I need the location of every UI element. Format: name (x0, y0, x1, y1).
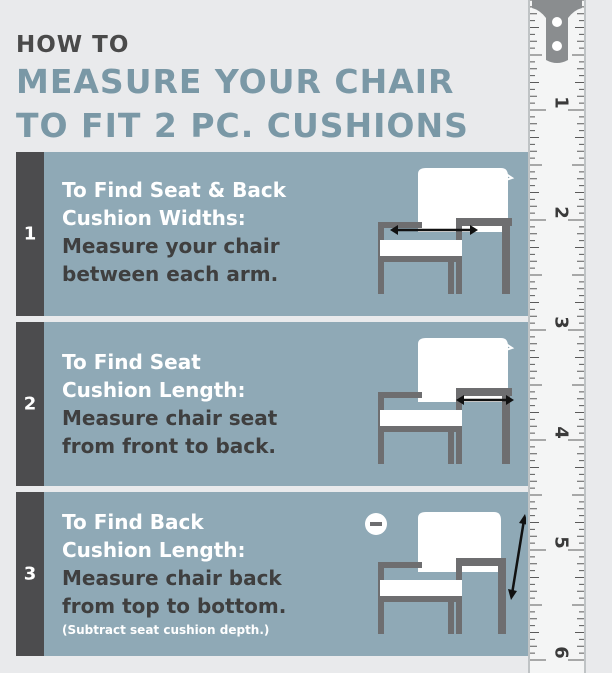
step-text (62, 176, 362, 288)
step-heading-line-1: To Find Back (62, 510, 204, 534)
measuring-tape (528, 0, 586, 673)
ruler-number: 2 (550, 206, 572, 219)
step-number: 1 (23, 223, 37, 245)
title-how-to: HOW TO (16, 32, 130, 58)
ruler-number: 1 (550, 96, 572, 109)
step-body-line-1: Measure your chair (62, 234, 280, 258)
step-2-panel (16, 322, 612, 486)
step-text (62, 348, 362, 460)
right-edge-strip (584, 0, 612, 673)
step-badge (16, 492, 44, 656)
chair-seat-length-icon (356, 336, 526, 476)
step-3-panel (16, 492, 612, 656)
step-heading-line-2: Cushion Widths: (62, 206, 246, 230)
step-badge (16, 152, 44, 316)
step-number: 3 (23, 563, 37, 585)
ruler-number: 6 (550, 646, 572, 659)
minus-icon (365, 513, 387, 535)
ruler-number: 5 (550, 536, 572, 549)
ruler-number: 4 (550, 426, 572, 439)
step-badge (16, 322, 44, 486)
step-heading-line-1: To Find Seat (62, 350, 201, 374)
step-body-line-1: Measure chair back (62, 566, 282, 590)
step-body-line-2: between each arm. (62, 262, 279, 286)
title-line-1: MEASURE YOUR CHAIR (16, 62, 455, 101)
step-note: (Subtract seat cushion depth.) (62, 623, 270, 637)
title-line-2: TO FIT 2 PC. CUSHIONS (16, 106, 469, 145)
step-heading-line-1: To Find Seat & Back (62, 178, 287, 202)
step-body-line-2: from top to bottom. (62, 594, 287, 618)
ruler-hook-icon (530, 0, 584, 70)
step-text (62, 508, 362, 640)
step-body-line-1: Measure chair seat (62, 406, 278, 430)
step-heading-line-2: Cushion Length: (62, 538, 246, 562)
step-number: 2 (23, 393, 37, 415)
step-1-panel (16, 152, 612, 316)
chair-width-icon (356, 166, 526, 306)
step-heading-line-2: Cushion Length: (62, 378, 246, 402)
ruler-number: 3 (550, 316, 572, 329)
step-body-line-2: from front to back. (62, 434, 277, 458)
chair-back-length-icon (356, 506, 526, 646)
